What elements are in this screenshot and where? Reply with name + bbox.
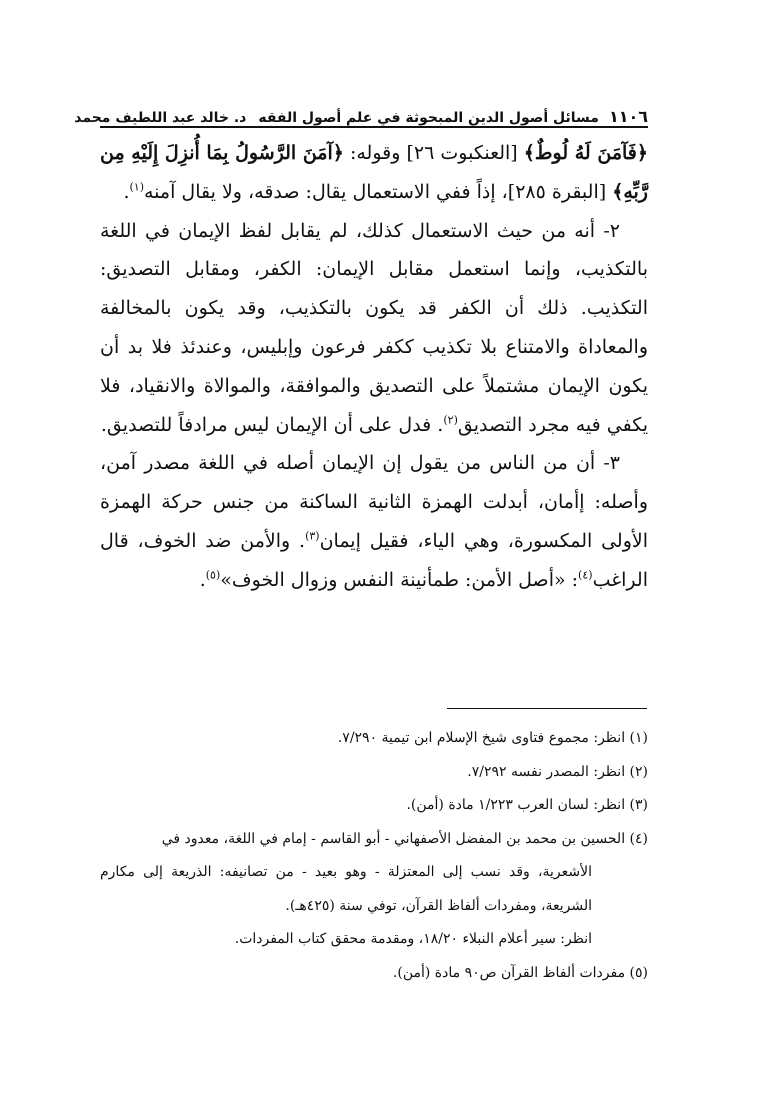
footnote-1: (١) انظر: مجموع فتاوى شيخ الإسلام ابن تيمية ٧/٢٩٠.	[337, 730, 648, 746]
paragraph-2-end: . فدل على أن الإيمان ليس مرادفاً للتصديق.	[100, 413, 444, 436]
author-name: د. خالد عبد اللطيف محمد	[74, 110, 247, 126]
paragraph-2-text: ٢- أنه من حيث الاستعمال كذلك، لم يقابل لفظ الإيمان في اللغة بالتكذيب، وإنما استعمل مقابل الإيمان: الكفر، ومقابل التصديق: التكذيب. ذلك أن الكفر قد يكون بالتكذيب، وقد يكون بالمخالفة والمعاداة والامتناع بلا تكذيب ككفر فرعون وإبليس، وعندئذ فلا بد أن يكون الإيمان مشتملاً على التصديق والموافقة، والموالاة والانقياد، فلا يكفي فيه مجرد التصديق	[100, 219, 648, 436]
page-number: ١١٠٦	[608, 107, 648, 126]
running-header	[74, 98, 648, 126]
header-rule	[100, 126, 648, 128]
footnote-marker-3: (٣)	[305, 529, 320, 543]
paragraph-2	[100, 212, 648, 445]
footnote-3: (٣) انظر: لسان العرب ١/٢٢٣ مادة (أمن).	[406, 797, 648, 813]
footnote-5: (٥) مفردات ألفاظ القرآن ص٩٠ مادة (أمن).	[392, 964, 648, 981]
text-join: وقوله:	[349, 142, 401, 164]
verse-reference-2: [البقرة ٢٨٥]	[507, 180, 607, 203]
main-text	[100, 134, 648, 600]
paragraph-1-text: ، إذاً ففي الاستعمال يقال: صدقه، ولا يقال آمنه	[144, 180, 508, 203]
footnote-4-source: انظر: سير أعلام النبلاء ١٨/٢٠، ومقدمة محقق كتاب المفردات.	[234, 931, 592, 947]
footnote-marker-1: (١)	[129, 180, 144, 194]
footnote-2: (٢) انظر: المصدر نفسه ٧/٢٩٢.	[467, 763, 648, 780]
footnote-marker-4: (٤)	[578, 568, 593, 582]
footnote-4: (٤) الحسين بن محمد بن المفضل الأصفهاني - أبو القاسم - إمام في اللغة، معدود في	[161, 830, 648, 847]
footnote-separator	[447, 708, 647, 709]
footnote-4-continued: الأشعرية، وقد نسب إلى المعتزلة - وهو بعيد - من تصانيفه: الذريعة إلى مكارم الشريعة، ومفردات ألفاظ القرآن، توفي سنة (٤٢٥هـ).	[100, 864, 592, 914]
quran-verse-2: ﴿آمَنَ الرَّسُولُ بِمَا أُنزِلَ إِلَيْهِ مِن رَّبِّهِ﴾	[100, 142, 648, 203]
footnotes	[100, 722, 648, 990]
paragraph-3-mid: . والأمن ضد الخوف، قال الراغب	[100, 529, 648, 591]
paragraph-3-text: ٣- أن من الناس من يقول إن الإيمان أصله في اللغة مصدر آمن، وأصله: إأمان، أبدلت الهمزة الثانية الساكنة من جنس حركة الهمزة الأولى المكسورة، وهي الياء، فقيل إيمان	[100, 452, 649, 552]
quran-verse-1: ﴿فَآمَنَ لَهُ لُوطٌ﴾	[523, 142, 649, 164]
paragraph-3-period: .	[199, 568, 206, 591]
paragraph-1: ﴿فَآمَنَ لَهُ لُوطٌ﴾ [العنكبوت ٢٦] وقوله: ﴿آمَنَ الرَّسُولُ بِمَا أُنزِلَ إِلَيْهِ مِن رَّبِّهِ﴾ [البقرة ٢٨٥]، إذاً ففي الاستعمال يقال: صدقه، ولا يقال آمنه$^{(١)}$.	[100, 142, 649, 203]
footnote-marker-5: (٥)	[205, 568, 221, 582]
footnote-marker-2: (٢)	[443, 413, 458, 427]
paragraph-3	[100, 444, 648, 599]
book-title: مسائل أصول الدين المبحوثة في علم أصول الفقه	[258, 110, 599, 126]
paragraph-3-end: : «أصل الأمن: طمأنينة النفس وزوال الخوف»	[220, 568, 579, 591]
verse-reference-1: [العنكبوت ٢٦]	[406, 142, 518, 164]
